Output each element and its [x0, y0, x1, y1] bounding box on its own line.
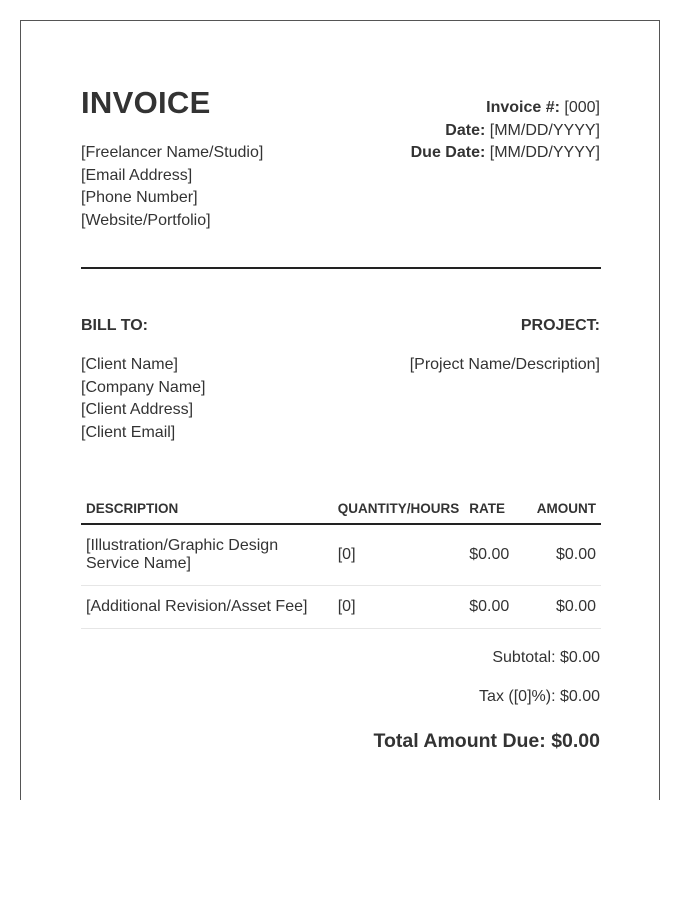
row-amount: $0.00: [523, 524, 601, 586]
table-row: [81, 586, 601, 629]
header-rate: RATE: [464, 493, 522, 524]
sender-email: [Email Address]: [81, 166, 193, 184]
due-date-label: Due Date:: [410, 144, 486, 161]
invoice-date-row: [411, 120, 600, 143]
bill-to-info: [81, 354, 206, 444]
header-divider: [81, 267, 601, 269]
header-description: DESCRIPTION: [81, 493, 333, 524]
sender-phone: [Phone Number]: [81, 189, 198, 206]
client-company: [Company Name]: [81, 378, 206, 396]
total-amount-due: Total Amount Due: $0.00: [373, 730, 600, 752]
row-quantity: [0]: [333, 524, 465, 586]
client-name: [Client Name]: [81, 356, 178, 373]
invoice-meta: [411, 97, 600, 165]
row-quantity: [0]: [333, 586, 465, 629]
row-description: [Additional Revision/Asset Fee]: [81, 586, 333, 629]
invoice-number-label: Invoice #:: [486, 99, 560, 116]
table-row: [81, 524, 601, 586]
row-amount: $0.00: [523, 586, 601, 629]
row-rate: $0.00: [464, 524, 522, 586]
totals-section: [374, 649, 600, 753]
table-header-row: [81, 493, 601, 524]
due-date-value: [MM/DD/YYYY]: [489, 144, 600, 161]
row-rate: $0.00: [464, 586, 522, 629]
sender-name: [Freelancer Name/Studio]: [81, 144, 264, 161]
invoice-date-value: [MM/DD/YYYY]: [489, 121, 600, 139]
line-items-table: [81, 493, 601, 629]
sender-website: [Website/Portfolio]: [81, 211, 211, 229]
client-address: [Client Address]: [81, 401, 194, 418]
invoice-date-label: Date:: [445, 121, 486, 139]
header-amount: AMOUNT: [523, 493, 601, 524]
due-date-row: [411, 142, 600, 165]
project-description: [Project Name/Description]: [409, 356, 600, 373]
invoice-title: INVOICE: [81, 85, 211, 120]
invoice-number-value: [000]: [564, 99, 600, 116]
tax: Tax ([0]%): $0.00: [479, 688, 600, 705]
row-description: [Illustration/Graphic Design Service Name]: [81, 524, 333, 586]
header-quantity: QUANTITY/HOURS: [333, 493, 465, 524]
subtotal: Subtotal: $0.00: [492, 649, 600, 666]
bill-to-label: BILL TO:: [81, 317, 148, 334]
project-label: PROJECT:: [520, 317, 600, 334]
client-email: [Client Email]: [81, 423, 176, 441]
invoice-number-row: [411, 97, 600, 120]
invoice-page: [20, 20, 660, 800]
sender-info: [81, 142, 263, 232]
